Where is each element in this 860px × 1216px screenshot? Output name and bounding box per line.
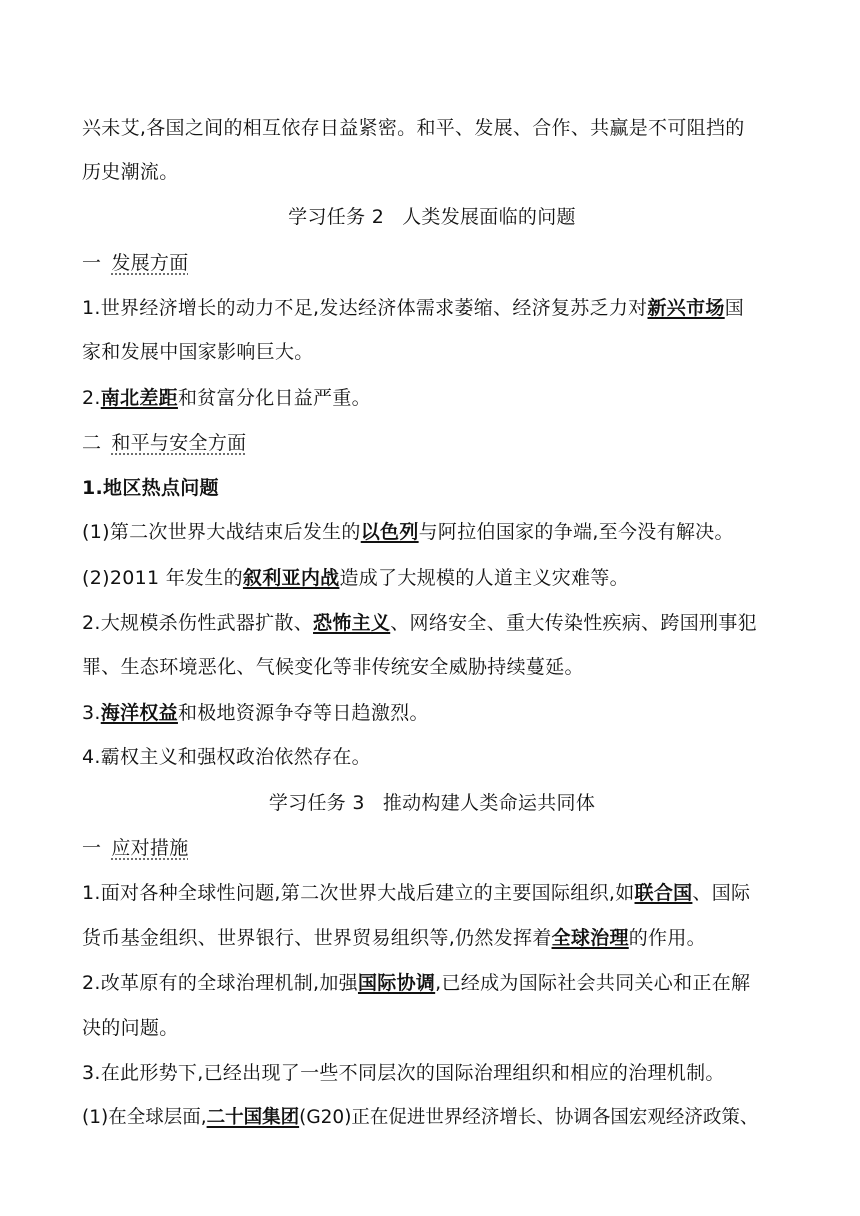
keyword: 国际协调 [357, 972, 436, 994]
list-item: 3.在此形势下,已经出现了一些不同层次的国际治理组织和相应的治理机制。 [82, 1062, 725, 1084]
paragraph-line: 兴未艾,各国之间的相互依存日益紧密。和平、发展、合作、共赢是不可阻挡的 [82, 117, 745, 139]
subheading-countermeasures: 一 应对措施 [82, 837, 189, 859]
list-item-continuation: 家和发展中国家影响巨大。 [82, 341, 314, 363]
list-item: 2.南北差距和贫富分化日益严重。 [82, 387, 371, 409]
keyword: 全球治理 [551, 927, 629, 949]
list-item: (1)第二次世界大战结束后发生的以色列与阿拉伯国家的争端,至今没有解决。 [82, 521, 734, 543]
paragraph-line: 历史潮流。 [82, 161, 179, 183]
keyword: 恐怖主义 [313, 612, 391, 634]
list-item-continuation: 决的问题。 [82, 1017, 179, 1039]
list-item: 2.大规模杀伤性武器扩散、恐怖主义、网络安全、重大传染性疾病、跨国刑事犯 [82, 612, 757, 634]
keyword: 叙利亚内战 [242, 567, 340, 589]
list-item: (2)2011 年发生的叙利亚内战造成了大规模的人道主义灾难等。 [82, 567, 629, 589]
list-item-continuation: 罪、生态环境恶化、气候变化等非传统安全威胁持续蔓延。 [82, 656, 584, 678]
section-heading-task-3: 学习任务 3 推动构建人类命运共同体 [268, 792, 596, 814]
keyword: 南北差距 [100, 387, 178, 409]
subsection-title: 1.地区热点问题 [82, 477, 219, 499]
subheading-development: 一 发展方面 [82, 252, 189, 274]
section-heading-task-2: 学习任务 2 人类发展面临的问题 [288, 206, 576, 228]
keyword: 新兴市场 [647, 297, 725, 319]
list-item: 4.霸权主义和强权政治依然存在。 [82, 746, 371, 768]
subheading-peace-security: 二 和平与安全方面 [82, 432, 247, 454]
list-item: 1.面对各种全球性问题,第二次世界大战后建立的主要国际组织,如联合国、国际 [82, 882, 751, 904]
keyword: 以色列 [360, 521, 419, 543]
keyword: 联合国 [634, 882, 693, 904]
keyword: 海洋权益 [100, 702, 178, 724]
list-item-continuation: 货币基金组织、世界银行、世界贸易组织等,仍然发挥着全球治理的作用。 [82, 927, 706, 949]
list-item: 2.改革原有的全球治理机制,加强国际协调,已经成为国际社会共同关心和正在解 [82, 972, 751, 994]
list-item: 1.世界经济增长的动力不足,发达经济体需求萎缩、经济复苏乏力对新兴市场国 [82, 297, 744, 319]
list-item: (1)在全球层面,二十国集团(G20)正在促进世界经济增长、协调各国宏观经济政策、 [82, 1107, 759, 1128]
list-item: 3.海洋权益和极地资源争夺等日趋激烈。 [82, 702, 429, 724]
keyword: 二十国集团 [206, 1107, 300, 1128]
